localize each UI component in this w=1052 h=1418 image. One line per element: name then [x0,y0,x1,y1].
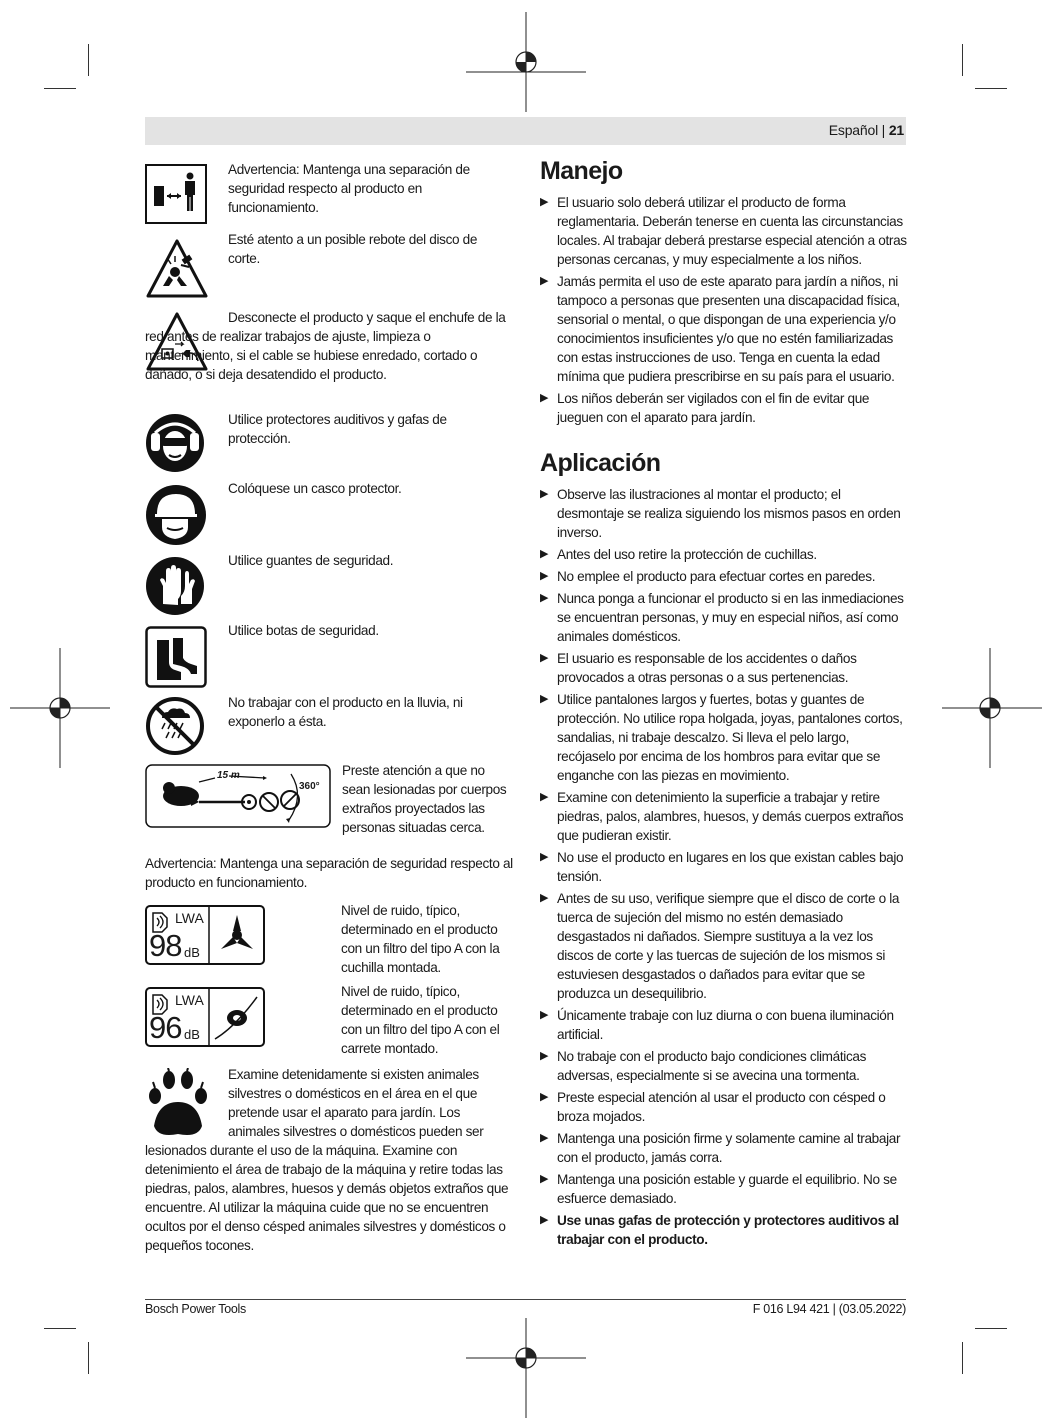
footer-left: Bosch Power Tools [145,1302,246,1316]
list-item-bold: ▶ Use unas gafas de protección y protectores auditivos al trabajar con el producto. [540,1213,899,1247]
footer-right: F 016 L94 421 | (03.05.2022) [752,1302,906,1316]
list-item: ▶ Mantenga una posición estable y guarde el equilibrio. No se esfuerce demasiado. [540,1172,897,1206]
distance-warning: Advertencia: Mantenga una separación de seguridad respecto al producto en funcionamiento. [145,856,513,890]
boots-icon [145,626,207,688]
distance-icon [145,164,207,224]
gloves-icon [145,556,205,616]
list-item: ▶ No emplee el producto para efectuar cortes en paredes. [540,569,876,584]
list-item: ▶ Los niños deberán ser vigilados con el fin de evitar que jueguen con el aparato para jardín. [540,391,870,425]
warning-boots: Utilice botas de seguridad. [228,623,379,638]
list-item: ▶ Utilice pantalones largos y fuertes, botas y guantes de protección. No utilice ropa holgada, joyas, pantalones cortos, sandalias, ni trabaje descalzo. Si lleva el pelo largo, recójaselo por encima de los hombros para evitar que se enganche con las piezas en movimiento. [540,692,903,783]
noise-label-98 [145,905,265,965]
float-spacer [145,761,342,837]
helmet-icon [145,484,207,546]
registration-mark-right [942,648,1042,768]
list-item: ▶ Únicamente trabaje con luz diurna o con buena iluminación artificial. [540,1008,894,1042]
noise-text-98: Nivel de ruido, típico, determinado en el producto con un filtro del tipo A con la cuchilla montada. [341,903,500,975]
list-item: ▶ Mantenga una posición firme y solamente camine al trabajar con el producto, jamás corra. [540,1131,901,1165]
noise-label-96 [145,987,265,1047]
ear-eye-protection-icon [145,413,205,473]
warning-ear-eye: Utilice protectores auditivos y gafas de protección. [228,412,447,446]
angle-label: 360° [299,781,320,792]
footer-divider [145,1299,906,1300]
noise-unit: dB [184,945,200,960]
list-item: ▶ El usuario solo deberá utilizar el producto de forma reglamentaria. Deberán tenerse en cuenta las circunstancias locales. Al trabajar deberá prestarse especial atención a otras personas cercanas, y muy especialmente a los niños. [540,195,907,267]
registration-mark-bottom [466,1318,586,1418]
section-title-manejo: Manejo [540,157,623,185]
warning-no-rain: No trabajar con el producto en la lluvia, ni exponerlo a ésta. [228,695,463,729]
list-item: ▶ No use el producto en lugares en los que existan cables bajo tensión. [540,850,904,884]
page-header: Español | 21 [828,122,904,138]
list-item: ▶ Observe las ilustraciones al montar el producto; el desmontaje se realiza siguiendo los mismos pasos en orden inverso. [540,487,901,540]
noise-text-96: Nivel de ruido, típico, determinado en el producto con un filtro del tipo A con el carrete montado. [341,984,500,1056]
list-item: ▶ Examine con detenimiento la superficie a trabajar y retire piedras, palos, alambres, huesos, y demás cuerpos extraños que pudieran existir. [540,790,904,843]
manejo-list [540,193,907,427]
list-item: ▶ Nunca ponga a funcionar el producto si en las inmediaciones se encuentran personas, y muy en especial niños, así como animales domésticos. [540,591,904,644]
section-title-aplicacion: Aplicación [540,449,661,477]
right-column [540,157,907,1252]
aplicacion-list [540,485,907,1249]
warning-kickback: Esté atento a un posible rebote del disco de corte. [228,232,478,266]
warning-projected-text: Preste atención a que no sean lesionadas por cuerpos extraños proyectados las personas situadas cerca. [342,763,507,835]
registration-mark-top [466,12,586,112]
registration-mark-left [10,648,110,768]
animals-warning [145,1065,513,1255]
header-language: Español [828,122,878,138]
kickback-warning-icon [145,238,209,300]
distance-label: 15 m [217,770,240,781]
warning-gloves: Utilice guantes de seguridad. [228,553,394,568]
warning-helmet: Colóquese un casco protector. [228,481,402,496]
no-rain-icon [145,696,205,756]
lwa-label: LWA [175,992,204,1008]
page-number: 21 [888,122,904,138]
float-spacer [145,1065,228,1139]
warning-distance: Advertencia: Mantenga una separación de seguridad respecto al producto en funcionamiento. [228,162,470,215]
noise-value: 98 [149,928,182,963]
warning-unplug: Desconecte el producto y saque el enchufe de la red antes de realizar trabajos de ajuste, limpieza o mantenimiento, si el cable se hubiese enredado, cortado o dañado, o si deja desatendido el producto. [145,310,506,382]
lwa-label: LWA [175,910,204,926]
warning-projected [145,761,510,837]
list-item: ▶ Antes del uso retire la protección de cuchillas. [540,547,817,562]
header-band [145,117,906,145]
list-item: ▶ Preste especial atención al usar el producto con césped o broza mojados. [540,1090,886,1124]
list-item: ▶ Jamás permita el uso de este aparato para jardín a niños, ni tampoco a personas que presenten una discapacidad física, sensorial o mental, o que dispongan de una experiencia y/o conocimientos insuficientes y/o que no estén familiarizadas con estas instrucciones de uso. Tenga en cuenta la edad mínima que pudiera prescribirse en su país para el usuario. [540,274,900,384]
list-item: ▶ El usuario es responsable de los accidentes o daños provocados a otras personas o a sus pertenencias. [540,651,857,685]
noise-value: 96 [149,1010,182,1045]
list-item: ▶ No trabaje con el producto bajo condiciones climáticas adversas, especialmente si se avecina una tormenta. [540,1049,867,1083]
list-item: ▶ Antes de su uso, verifique siempre que el disco de corte o la tuerca de sujeción del mismo no estén demasiado desgastados ni dañados. Siempre sustituya a la vez los discos de corte y las tuercas de sujeción de los mismos si estuviesen desgastados o dañados para evitar que se produzca un desequilibrio. [540,891,900,1001]
animals-text: Examine detenidamente si existen animales silvestres o domésticos en el área en el que pretende usar el aparato para jardín. Los animales silvestres o domésticos pueden ser lesionados durante el uso de la máquina. Examine con detenimiento el área de trabajo de la máquina y retire todas las piedras, palos, alambres, huesos y demás objetos extraños que encuentre. Al utilizar la máquina cuide que no se encuentren ocultos por el denso césped animales silvestres y domésticos o pequeños tocones. [145,1067,509,1253]
noise-unit: dB [184,1027,200,1042]
